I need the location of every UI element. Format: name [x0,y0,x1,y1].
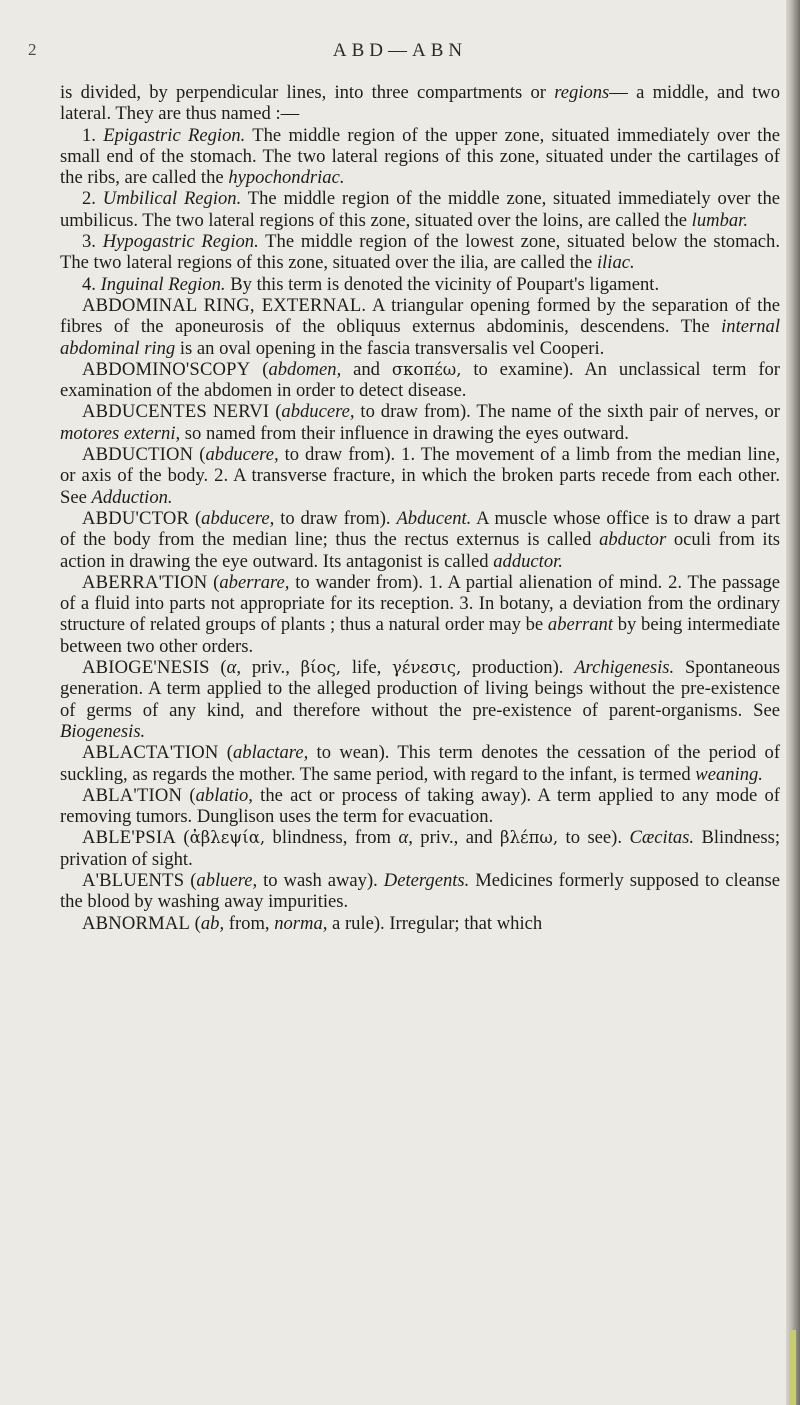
page-edge-shadow [786,0,800,1405]
entries-column [60,82,780,934]
entry-abduction: ABDUCTION (abducere, to draw from). 1. The movement of a limb from the median line, or axis of the body. 2. A transverse fracture, in which the broken parts recede from each other. See Adduction. [60,444,780,508]
entry-abducentes-nervi: ABDUCENTES NERVI (abducere, to draw from). The name of the sixth pair of nerves, or motores externi, so named from their influence in drawing the eyes outward. [60,401,780,444]
headword: A'BLUENTS [82,869,185,891]
headword: ABDOMINAL RING, EXTERNAL. [82,294,367,316]
headword: ABDUCENTES NERVI [82,401,270,423]
region-epigastric: 1. Epigastric Region. The middle region of the upper zone, situated immediately over the small end of the stomach. The two lateral regions of this zone, situated under the cartilages of the ribs, are called the hypochondriac. [60,124,780,189]
running-head: ABD—ABN [332,40,468,61]
headword: ABLA'TION [82,784,183,806]
page-edge-marker [790,1330,796,1405]
entry-abnormal: ABNORMAL (ab, from, norma, a rule). Irregular; that which [82,912,543,934]
entry-aberration: ABERRA'TION (aberrare, to wander from). 1. A partial alienation of mind. 2. The passage of a fluid into parts not appropriate for its reception. 3. In botany, a deviation from the ordinary structure of related groups of plants ; thus a natural order may be aberrant by being intermediate between two other orders. [60,571,780,657]
entry-ablepsia: ABLE'PSIA (ἀβλεψία, blindness, from α, priv., and βλέπω, to see). Cæcitas. Blindness; privation of sight. [60,827,780,870]
headword: ABNORMAL [82,912,191,934]
headword: ABLE'PSIA [82,827,176,849]
entry-abluents: A'BLUENTS (abluere, to wash away). Detergents. Medicines formerly supposed to cleanse the blood by washing away impurities. [60,869,780,913]
page-number: 2 [28,40,37,59]
headword: ABDU'CTOR [82,507,190,529]
headword: ABERRA'TION [82,571,208,593]
region-inguinal: 4. Inguinal Region. By this term is denoted the vicinity of Poupart's ligament. [82,273,660,295]
headword: ABIOGE'NESIS [82,657,210,679]
entry-abdominoscopy: ABDOMINO'SCOPY (abdomen, and σκοπέω, to examine). An unclassical term for examination of the abdomen in order to detect disease. [60,358,781,402]
entry-ablation: ABLA'TION (ablatio, the act or process of taking away). A term applied to any mode of removing tumors. Dunglison uses the term for evacuation. [60,784,780,828]
entry-abductor: ABDU'CTOR (abducere, to draw from). Abducent. A muscle whose office is to draw a part of the body from the median line; thus the rectus externus is called abductor oculi from its action in drawing the eye outward. Its antagonist is called adductor. [60,507,780,572]
entry-abiogenesis: ABIOGE'NESIS (α, priv., βίος, life, γένεσις, production). Archigenesis. Spontaneous generation. A term applied to the alleged production of living beings without the pre-existence of germs of any kind, and therefore without the pre-existence of parent-organisms. See Biogenesis. [60,657,780,742]
region-umbilical: 2. Umbilical Region. The middle region of the middle zone, situated immediately over the umbilicus. The two lateral regions of this zone, situated over the loins, are called the lumbar. [60,188,781,231]
entry-abdominal-ring: ABDOMINAL RING, EXTERNAL. A triangular opening formed by the separation of the fibres of the aponeurosis of the obliquus externus abdominis, descendens. The internal abdominal ring is an oval opening in the fascia transversalis vel Cooperi. [60,294,781,359]
region-hypogastric: 3. Hypogastric Region. The middle region of the lowest zone, situated below the stomach. The two lateral regions of this zone, situated over the ilia, are called the iliac. [60,231,781,274]
headword: ABDUCTION [82,444,194,466]
intro-paragraph: is divided, by perpendicular lines, into three compartments or regions— a middle, and two lateral. They are thus named :— [60,82,781,125]
headword: ABDOMINO'SCOPY [82,358,251,380]
headword: ABLACTA'TION [82,742,219,764]
entry-ablactation: ABLACTA'TION (ablactare, to wean). This term denotes the cessation of the period of suckling, as regards the mother. The same period, with regard to the infant, is termed weaning. [60,742,781,785]
